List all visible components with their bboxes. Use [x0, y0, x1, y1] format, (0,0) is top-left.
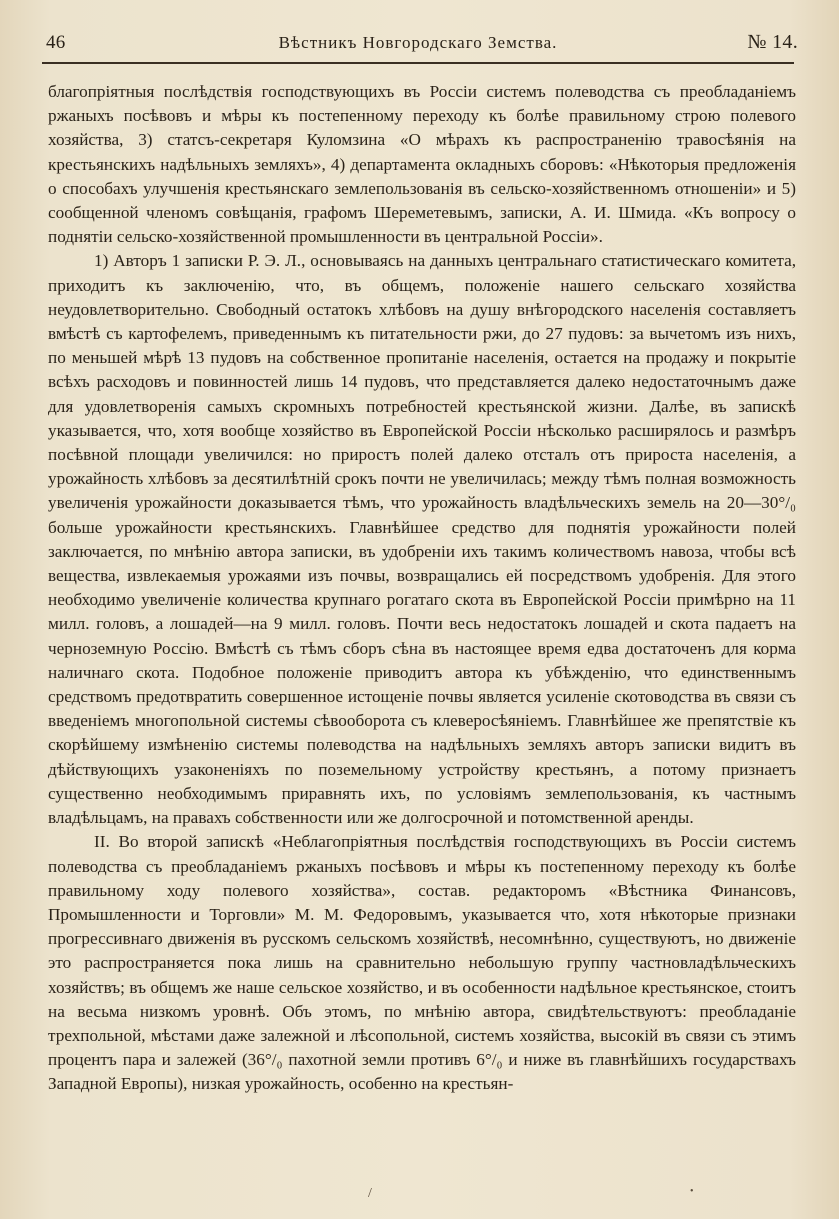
footer-mark: /	[368, 1186, 372, 1201]
journal-title: Вѣстникъ Новгородскаго Земства.	[278, 33, 558, 52]
running-header	[38, 30, 798, 56]
page-number: 46	[46, 32, 66, 53]
paragraph-note-1: 1) Авторъ 1 записки Р. Э. Л., основываясь на данныхъ центральнаго статистическаго комитета, приходитъ къ заключенію, что, въ общемъ, положеніе нашего сельскаго хозяйства неудовлетворительно. Свободный остатокъ хлѣбовъ на душу внѣгородского населенія составляетъ вмѣстѣ съ картофелемъ, приведеннымъ къ питательности ржи, до 27 пудовъ: за вычетомъ изъ нихъ, по меньшей мѣрѣ 13 пудовъ на собственное пропитаніе населенія, остается на продажу и покрытіе всѣхъ расходовъ и повинностей лишь 14 пудовъ, что представляется далеко недостаточнымъ даже для удовлетворенія самыхъ скромныхъ потребностей крестьянской жизни. Далѣе, въ запискѣ указывается, что, хотя вообще хозяйство въ Европейской Россіи нѣсколько расширялось и размѣръ посѣвной площади увеличился: но приростъ полей далеко отсталъ отъ прироста населенія, а урожайность хлѣбовъ за десятилѣтній срокъ почти не увеличилась; между тѣмъ полная возможность увеличенія урожайности доказывается тѣмъ, что урожайность владѣльческихъ земель на 20—30°/₀ больше урожайности крестьянскихъ. Главнѣйшее средство для поднятія урожайности полей заключается, по мнѣнію автора записки, въ удобреніи ихъ такимъ количествомъ навоза, чтобы всѣ вещества, извлекаемыя урожаями изъ почвы, возвращались ей посредствомъ удобренія. Для этого необходимо увеличеніе количества крупнаго рогатаго скота въ Европейской Россіи примѣрно на 11 милл. головъ, а лошадей—на 9 милл. головъ. Почти весь недостатокъ лошадей и скота падаетъ на черноземную Россію. Вмѣстѣ съ тѣмъ сборъ сѣна въ настоящее время едва достаточенъ для корма наличнаго скота. Подобное положеніе приводитъ автора къ убѣжденію, что единственнымъ средствомъ предотвратить совершенное истощеніе почвы является усиленіе скотоводства въ связи съ введеніемъ многопольной системы сѣвооборота съ клеверосѣяніемъ. Главнѣйшее же препятствіе къ скорѣйшему измѣненію системы полеводства на надѣльныхъ земляхъ авторъ записки видитъ въ дѣйствующихъ узаконеніяхъ по поземельному устройству крестьянъ, а потому признаетъ существенно необходимымъ приравнять ихъ, по условіямъ землепользованія, къ частнымъ владѣльцамъ, на правахъ собственности или же долгосрочной и потомственной аренды.	[48, 251, 796, 828]
header-rule	[42, 62, 794, 64]
footer-dot: •	[690, 1186, 694, 1197]
paragraph-continuation: благопріятныя послѣдствія господствующихъ въ Россіи системъ полеводства съ преобладаніемъ ржаныхъ посѣвовъ и мѣры къ постепенному переходу къ болѣе правильному строю полевого хозяйства, 3) статсъ-секретаря Куломзина «О мѣрахъ къ распространенію травосѣянія на крестьянскихъ надѣльныхъ земляхъ», 4) департамента окладныхъ сборовъ: «Нѣкоторыя предложенія о способахъ улучшенія крестьянскаго землепользованія въ сельско-хозяйственномъ отношеніи» и 5) сообщенной членомъ совѣщанія, графомъ Шереметевымъ, записки, А. И. Шмида. «Къ вопросу о поднятіи сельско-хозяйственной промышленности въ центральной Россіи».	[48, 82, 796, 247]
body-text	[48, 80, 796, 1097]
issue-number: № 14.	[747, 31, 798, 53]
paragraph-note-2: II. Во второй запискѣ «Неблагопріятныя послѣдствія господствующихъ въ Россіи системъ полеводства съ преобладаніемъ ржаныхъ посѣвовъ и мѣры къ постепенному переходу къ болѣе правильному ходу полевого хозяйства», состав. редакторомъ «Вѣстника Финансовъ, Промышленности и Торговли» М. М. Федоровымъ, указывается что, хотя нѣкоторые признаки прогрессивнаго движенія въ русскомъ сельскомъ хозяйствѣ, несомнѣнно, существуютъ, но движеніе это распространяется пока лишь на сравнительно небольшую группу частновладѣльческихъ хозяйствъ; въ общемъ же наше сельское хозяйство, и въ особенности надѣльное крестьянское, стоитъ на весьма низкомъ уровнѣ. Объ этомъ, по мнѣнію автора, свидѣтельствуютъ: преобладаніе трехпольной, мѣстами даже залежной и лѣсопольной, системъ хозяйства, высокій въ связи съ этимъ процентъ пара и залежей (36°/₀ пахотной земли противъ 6°/₀ и ниже въ главнѣйшихъ государствахъ Западной Европы), низкая урожайность, особенно на крестьян-	[48, 832, 796, 1094]
